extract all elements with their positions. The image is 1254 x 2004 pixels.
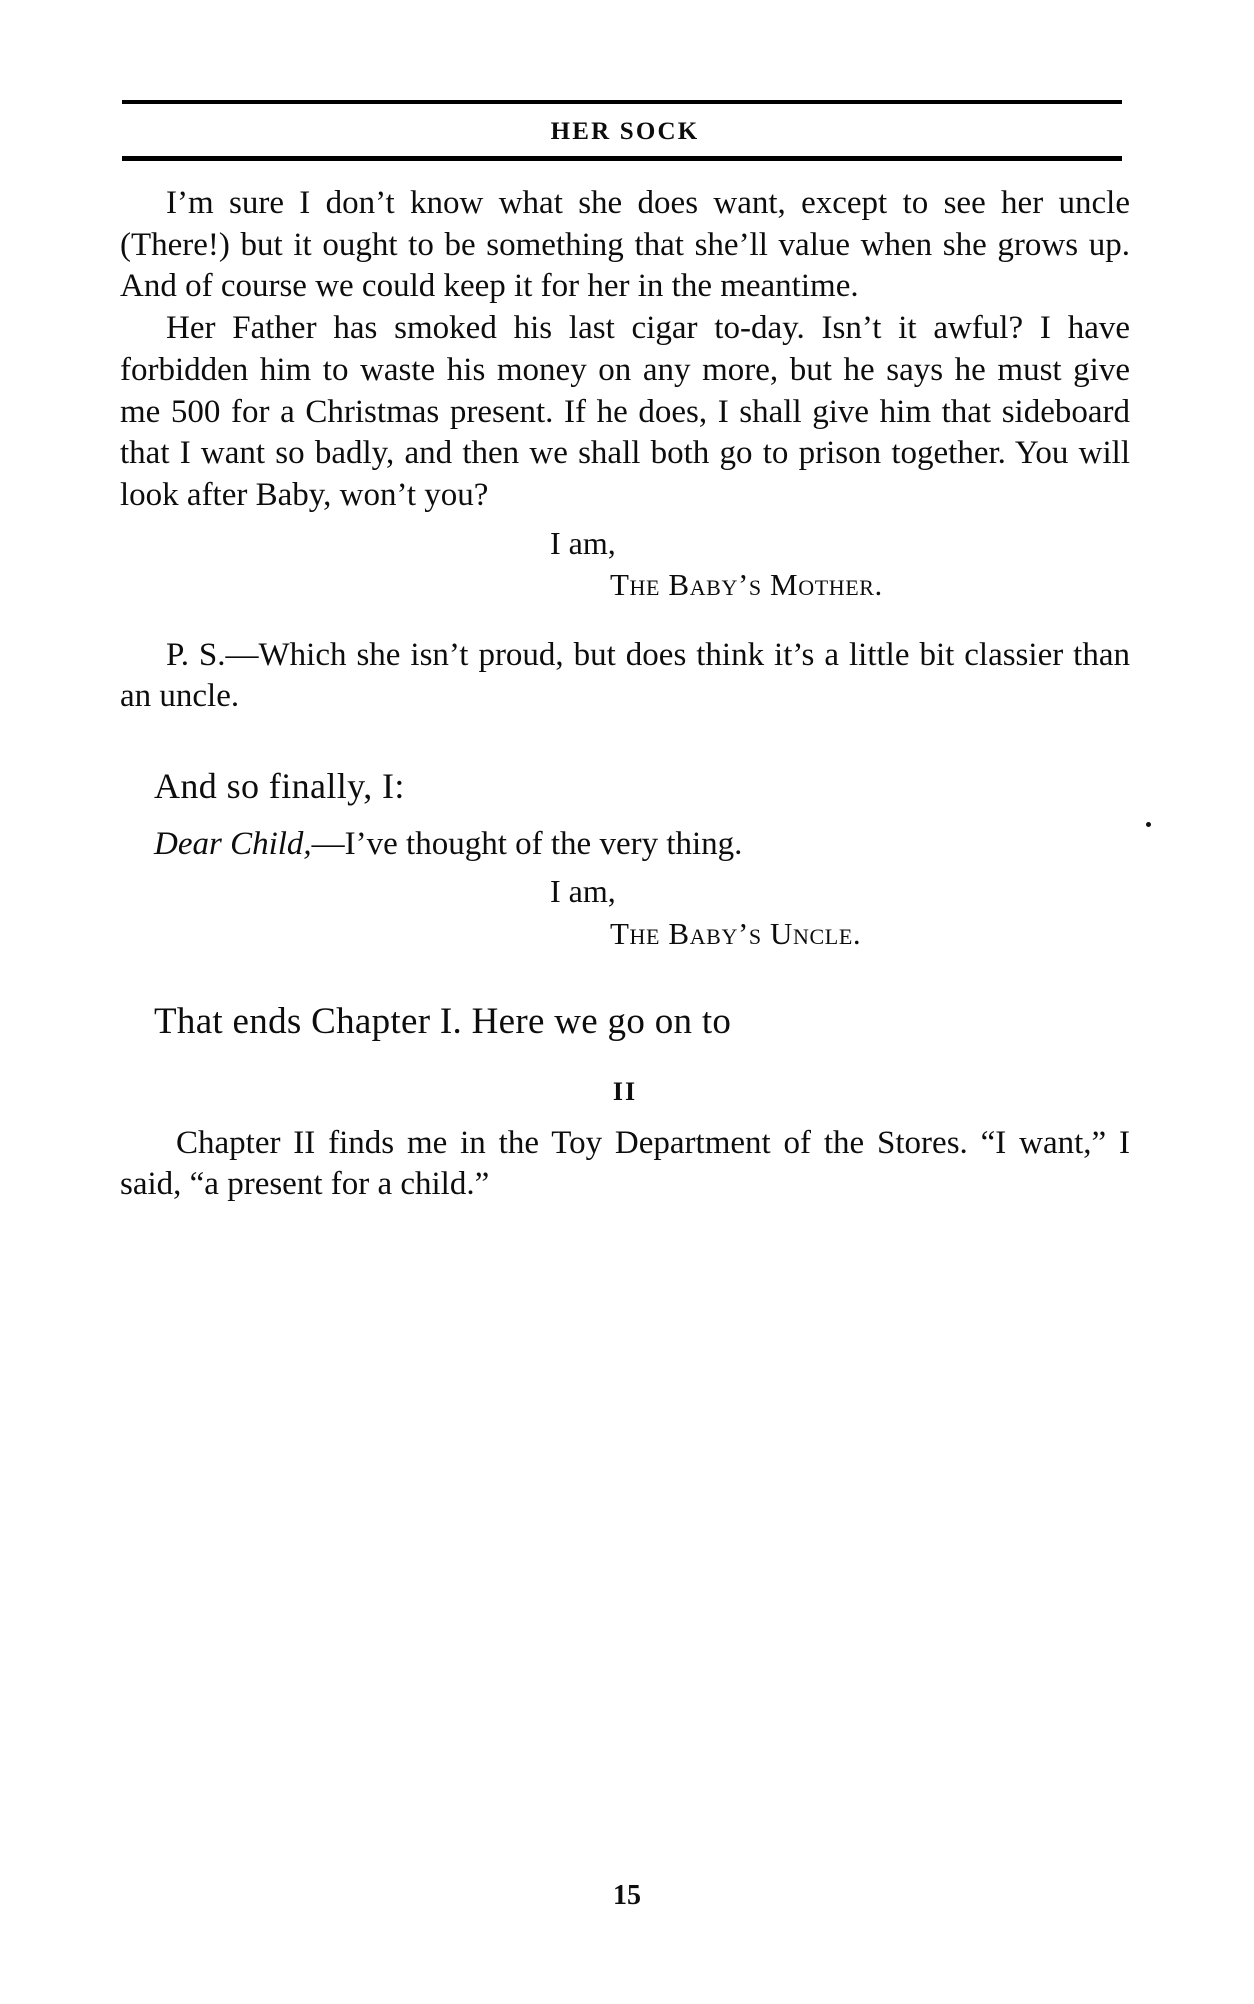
- ink-speck: [1146, 822, 1151, 827]
- paragraph-1: I’m sure I don’t know what she does want, except to see her uncle (There!) but it ought to be something that she’ll value when she grows up. And of course we could keep it for her in the meantime.: [120, 185, 1130, 305]
- letter-line: [120, 824, 1130, 866]
- paragraph-3: Chapter II finds me in the Toy Department of the Stores. “I want,” I said, “a present for a child.”: [120, 1124, 1130, 1203]
- signature-babys-mother: The Baby’s Mother.: [610, 567, 883, 603]
- section-number: II: [612, 1076, 638, 1106]
- chapter-end-line: That ends Chapter I. Here we go on to: [154, 1000, 732, 1042]
- signoff-i-am-mother: I am,: [550, 524, 616, 561]
- lead-line: And so finally, I:: [154, 766, 405, 807]
- postscript: P. S.—Which she isn’t proud, but does think it’s a little bit classier than an uncle.: [120, 636, 1130, 715]
- signature-babys-uncle: The Baby’s Uncle.: [610, 915, 862, 951]
- paragraph-2: Her Father has smoked his last cigar to-day. Isn’t it awful? I have forbidden him to waste his money on any more, but he says he must give me 500 for a Christmas present. If he does, I shall give him that sideboard that I want so badly, and then we shall both go to prison together. You will look after Baby, won’t you?: [120, 310, 1130, 514]
- signoff-i-am-uncle: I am,: [550, 873, 616, 910]
- letter-text: —I’ve thought of the very thing.: [311, 825, 743, 862]
- page-number: 15: [613, 1880, 641, 1911]
- page-content: [120, 100, 1130, 1206]
- letter-salutation: Dear Child,: [154, 825, 312, 862]
- running-head: HER SOCK: [550, 118, 700, 145]
- body-text: [120, 161, 1130, 1206]
